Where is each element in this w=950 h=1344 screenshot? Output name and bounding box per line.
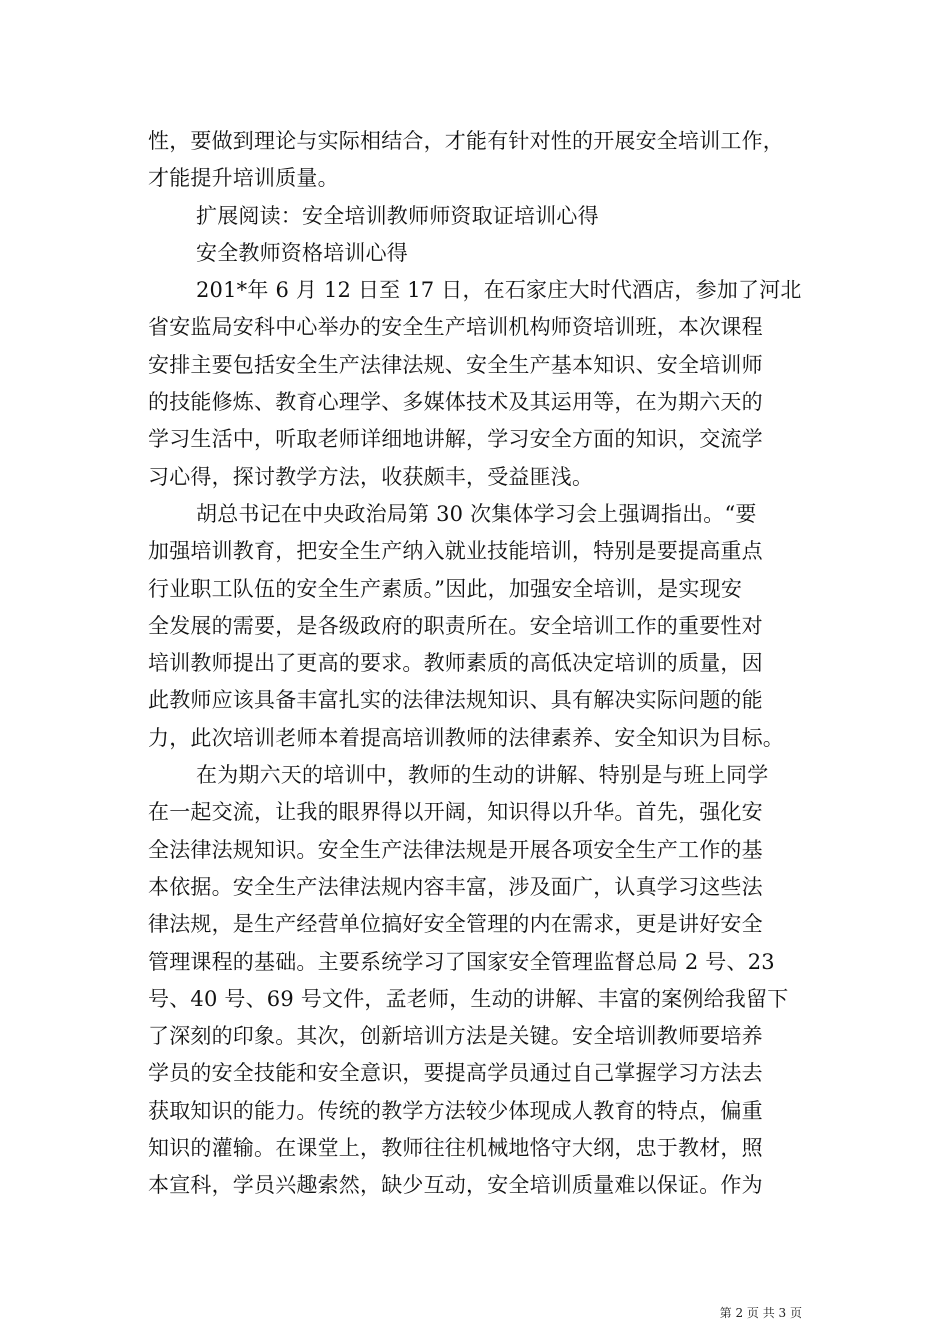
- text-line: 习心得，探讨教学方法，收获颇丰，受益匪浅。: [148, 464, 594, 489]
- text-line: 了深刻的印象。其次，创新培训方法是关键。安全培训教师要培养: [148, 1024, 763, 1049]
- text-line: 本依据。安全生产法律法规内容丰富，涉及面广，认真学习这些法: [148, 874, 763, 899]
- text-line: 行业职工队伍的安全生产素质。”因此，加强安全培训，是实现安: [148, 576, 743, 601]
- text-line: 201*年 6 月 12 日至 17 日，在石家庄大时代酒店，参加了河北: [196, 278, 802, 303]
- text-line: 在为期六天的培训中，教师的生动的讲解、特别是与班上同学: [196, 763, 769, 788]
- text-line: 本宣科，学员兴趣索然，缺少互动，安全培训质量难以保证。作为: [148, 1173, 763, 1198]
- text-line: 获取知识的能力。传统的教学方法较少体现成人教育的特点，偏重: [148, 1098, 763, 1123]
- text-line: 安全教师资格培训心得: [196, 240, 408, 265]
- text-line: 胡总书记在中央政治局第 30 次集体学习会上强调指出。“要: [196, 501, 757, 526]
- text-line: 在一起交流，让我的眼界得以开阔，知识得以升华。首先，强化安: [148, 800, 763, 825]
- text-line: 培训教师提出了更高的要求。教师素质的高低决定培训的质量，因: [148, 651, 763, 676]
- text-line: 学员的安全技能和安全意识，要提高学员通过自己掌握学习方法去: [148, 1061, 763, 1086]
- text-line: 才能提升培训质量。: [148, 166, 339, 191]
- text-line: 性，要做到理论与实际相结合，才能有针对性的开展安全培训工作，: [148, 129, 784, 153]
- text-line: 的技能修炼、教育心理学、多媒体技术及其运用等，在为期六天的: [148, 390, 763, 415]
- text-line: 知识的灌输。在课堂上，教师往往机械地恪守大纲，忠于教材，照: [148, 1136, 763, 1161]
- page-number: 第 2 页 共 3 页: [719, 1306, 802, 1320]
- text-line: 学习生活中，听取老师详细地讲解，学习安全方面的知识，交流学: [148, 427, 763, 452]
- text-line: 省安监局安科中心举办的安全生产培训机构师资培训班，本次课程: [148, 315, 763, 340]
- text-line: 扩展阅读：安全培训教师师资取证培训心得: [196, 203, 599, 228]
- text-line: 全法律法规知识。安全生产法律法规是开展各项安全生产工作的基: [148, 837, 763, 862]
- document-body: [148, 123, 808, 1205]
- text-line: 安排主要包括安全生产法律法规、安全生产基本知识、安全培训师: [148, 352, 763, 377]
- text-line: 加强培训教育，把安全生产纳入就业技能培训，特别是要提高重点: [148, 539, 763, 564]
- text-line: 号、40 号、69 号文件，孟老师，生动的讲解、丰富的案例给我留下: [148, 986, 789, 1011]
- text-line: 律法规，是生产经营单位搞好安全管理的内在需求，更是讲好安全: [148, 912, 763, 937]
- text-line: 此教师应该具备丰富扎实的法律法规知识、具有解决实际问题的能: [148, 688, 763, 713]
- text-line: 全发展的需要，是各级政府的职责所在。安全培训工作的重要性对: [148, 613, 763, 638]
- text-line: 管理课程的基础。主要系统学习了国家安全管理监督总局 2 号、23: [148, 949, 775, 974]
- text-line: 力，此次培训老师本着提高培训教师的法律素养、安全知识为目标。: [148, 725, 784, 750]
